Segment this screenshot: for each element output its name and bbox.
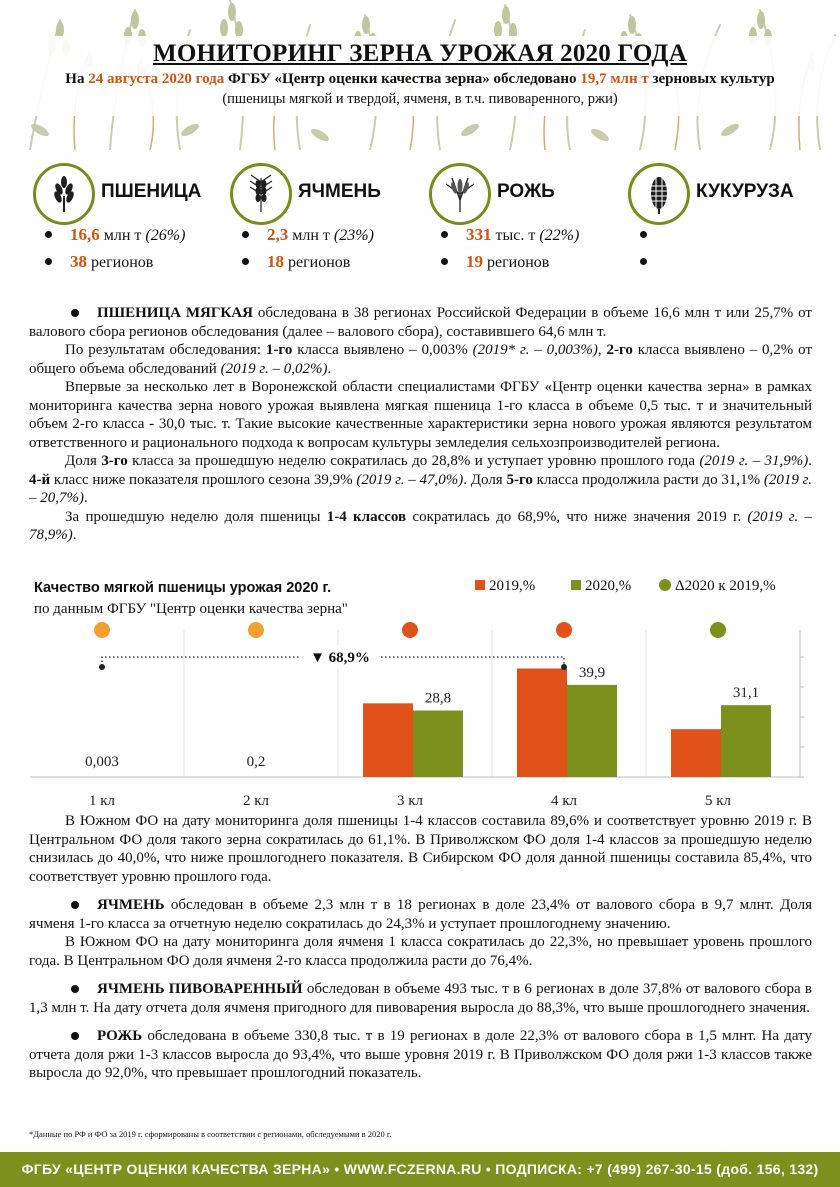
footer-bar: ФГБУ «ЦЕНТР ОЦЕНКИ КАЧЕСТВА ЗЕРНА» • WWW.FCZERNA.RU • ПОДПИСКА: +7 (499) 267-30-15 (доб. 156, 132) <box>0 1152 840 1187</box>
bar-2019 <box>671 729 721 777</box>
crop-name: ЯЧМЕНЬ <box>298 181 381 202</box>
legend-delta: Δ2020 к 2019,% <box>659 578 776 595</box>
delta-marker <box>710 622 726 638</box>
bar-2019 <box>517 668 567 777</box>
corn-icon <box>628 163 690 225</box>
wheat-paragraph-3: Впервые за несколько лет в Воронежской области специалистами ФГБУ «Центр оценки качества зерна» в рамках мониторинга качества зерна нового урожая выявлена мягкая пшеница 1-го класса в объеме 0,5 тыс. т и значительный объем 2-го класса - 30,0 тыс. т. Такие высокие качественные характеристики зерна нового урожая являются результатом ответственного и рационального подхода к вопросам культуры земледелия сельхозпроизводителей региона. <box>29 379 812 451</box>
wheat-paragraph-1: ПШЕНИЦА МЯГКАЯ обследована в 38 регионах Российской Федерации в объеме 16,6 млн т или 25,7% от валового сбора регионов обследования (далее – валового сбора), составившего 64,6 млн т. <box>29 305 812 340</box>
report-date: 24 августа 2020 года <box>88 71 225 87</box>
wheat-section <box>29 304 812 545</box>
crop-volume <box>640 225 665 245</box>
legend-2019: 2019,% <box>475 578 535 595</box>
crop-regions <box>640 252 665 272</box>
delta-marker <box>94 622 110 638</box>
annotation-bracket-end <box>99 664 105 670</box>
footnote: *Данные по РФ и ФО за 2019 г. сформированы в соответствии с регионами, обследуемыми в 2020 г. <box>29 1129 392 1139</box>
crop-regions: 38 регионов <box>45 252 153 272</box>
rye-paragraph: РОЖЬ обследована в объеме 330,8 тыс. т в 19 регионах в доле 22,3% от валового сбора в 1,5 млнт. На дату отчета доля ржи 1-3 классов выросла до 93,4%, что выше уровня 2019 г. В Приволжском ФО доля ржи 1-3 классов также выросла до 92,0%, что превышает прошлогодний показатель. <box>29 1028 812 1081</box>
bar-2020 <box>413 710 463 777</box>
chart-title: Качество мягкой пшеницы урожая 2020 г. <box>34 580 332 596</box>
legend-2020: 2020,% <box>571 578 631 595</box>
crop-name: КУКУРУЗА <box>696 181 794 202</box>
bar-2019 <box>363 703 413 777</box>
malting-barley-paragraph: ЯЧМЕНЬ ПИВОВАРЕННЫЙ обследован в объеме 493 тыс. т в 6 регионах в доле 37,8% от валового сбора в 1,3 млн т. На дату отчета доля ячменя пригодного для пивоварения выросла до 88,3%, что выше прошлогоднего значения. <box>29 981 813 1016</box>
page-title: МОНИТОРИНГ ЗЕРНА УРОЖАЯ 2020 ГОДА <box>153 40 687 67</box>
legend-swatch-delta <box>659 579 671 591</box>
page-subtitle-note: (пшеницы мягкой и твердой, ячменя, в т.ч. пивоваренного, ржи) <box>222 91 618 107</box>
delta-marker <box>556 622 572 638</box>
wheat-quality-chart <box>0 610 840 810</box>
barley-paragraph-2: В Южном ФО на дату мониторинга доля ячменя 1 класса сократилась до 22,3%, но превышает уровень прошлого года. В Центральном ФО доля ячменя 2-го класса продолжила расти до 76,4%. <box>29 934 812 969</box>
delta-marker <box>402 622 418 638</box>
bar-value-label: 39,9 <box>578 664 606 681</box>
category-label: 2 кл <box>242 793 270 809</box>
category-label: 3 кл <box>396 793 424 809</box>
wheat-paragraph-2: По результатам обследования: 1-го класса выявлено – 0,003% (2019* г. – 0,003%), 2-го класса выявлено – 0,2% от общего объема обследований (2019 г. – 0,02%). <box>29 342 813 377</box>
bar-value-label: 31,1 <box>732 685 760 702</box>
header-banner <box>0 0 840 150</box>
delta-marker <box>248 622 264 638</box>
crop-name: ПШЕНИЦА <box>101 181 202 202</box>
legend-swatch-2019 <box>475 580 485 590</box>
wheat-paragraph-4: Доля 3-го класса за прошедшую неделю сократилась до 28,8% и уступает уровню прошлого года (2019 г. – 31,9%). 4-й класс ниже показателя прошлого сезона 39,9% (2019 г. – 47,0%). Доля 5-го класса продолжила расти до 31,1% (2019 г. – 20,7%). <box>29 453 812 506</box>
wheat-paragraph-5: За прошедшую неделю доля пшеницы 1-4 классов сократилась до 68,9%, что ниже значения 2019 г. (2019 г. – 78,9%). <box>29 508 812 543</box>
crop-regions: 18 регионов <box>242 252 350 272</box>
crop-name: РОЖЬ <box>497 181 555 202</box>
wheat-icon <box>33 163 95 225</box>
bar-2020 <box>721 705 771 777</box>
crop-volume: 331 тыс. т (22%) <box>441 225 579 245</box>
total-volume: 19,7 млн т <box>580 71 649 87</box>
barley-icon <box>230 163 292 225</box>
crop-volume: 2,3 млн т (23%) <box>242 225 374 245</box>
bar-2020 <box>567 685 617 777</box>
barley-paragraph-1: ЯЧМЕНЬ обследован в объеме 2,3 млн т в 18 регионах в доле 23,4% от валового сбора в 9,7 млнт. Доля ячменя 1-го класса за отчетную неделю сократилась до 24,3% и уступает прошлогоднему значению. <box>29 897 812 932</box>
rye-icon <box>429 163 491 225</box>
chart-subtitle: по данным ФГБУ "Центр оценки качества зерна" <box>34 601 348 617</box>
crop-volume: 16,6 млн т (26%) <box>45 225 185 245</box>
bar-value-label: 0,003 <box>85 754 119 770</box>
annotation-label: ▼ 68,9% <box>310 650 370 666</box>
bar-value-label: 28,8 <box>424 690 452 707</box>
category-label: 4 кл <box>550 793 578 809</box>
page-subtitle: На 24 августа 2020 года ФГБУ «Центр оценки качества зерна» обследовано 19,7 млн т зерновых культур <box>65 71 775 87</box>
bar-value-label: 0,2 <box>246 754 266 770</box>
legend-swatch-2020 <box>571 580 581 590</box>
annotation-bracket-end <box>561 664 567 670</box>
category-label: 1 кл <box>88 793 116 809</box>
category-label: 5 кл <box>704 793 732 809</box>
wheat-fo-paragraph: В Южном ФО на дату мониторинга доля пшеницы 1-4 классов составила 89,6% и соответствует уровню 2019 г. В Центральном ФО доля такого зерна сократилась до 61,1%. В Приволжском ФО доля 1-4 классов за прошедшую неделю снизилась до 40,0%, что ниже прошлогоднего показателя. В Сибирском ФО доля данной пшеницы составила 85,4%, что соответствует уровню прошлого года. <box>29 813 812 885</box>
wheat-fo-section <box>29 812 812 1083</box>
crop-regions: 19 регионов <box>441 252 549 272</box>
